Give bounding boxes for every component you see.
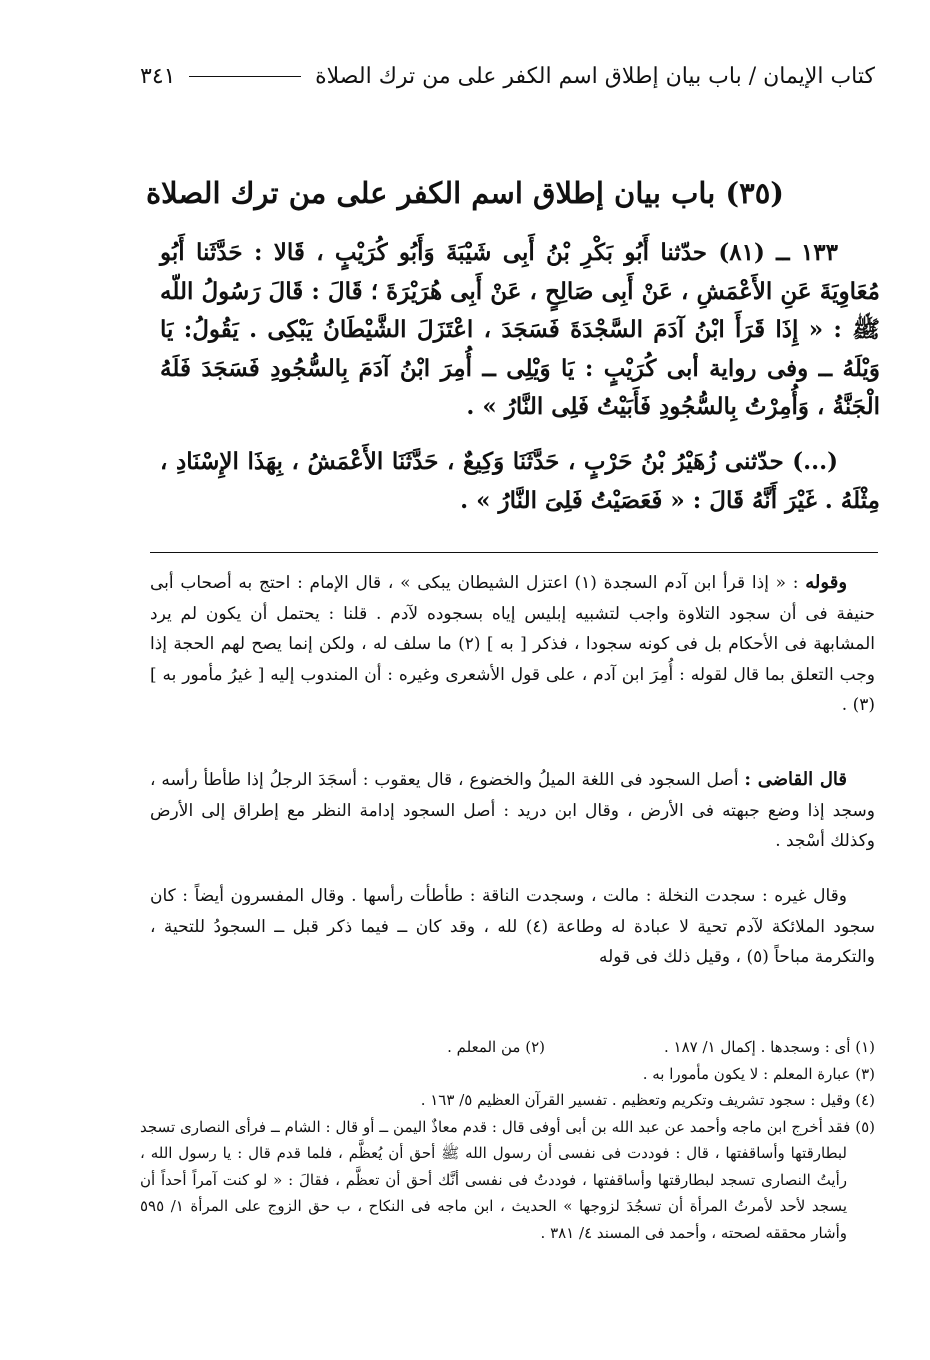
footnote-row (140, 1034, 875, 1061)
footnote: (٥) فقد أخرج ابن ماجه وأحمد عن عبد الله بن أبى أوفى قال : قدم معاذٌ اليمن ــ أو قال : الشام ــ فرأى النصارى تسجد لبطارقتها وأساقفتها ، قال : فوددت فى نفسى أن رسول الله ﷺ أحق أن يُعظَّم ، فلما قدم قال : يا رسول الله ، رأيتُ النصارى تسجد لبطارقتها وأساقفتها ، فوددتُ فى نفسى أنَّك أحق أن تعظَّم ، فقالَ : « لو كنت آمراً أحداً أن يسجد لأحد لأمرتُ المرأة أن تسجُدَ لزوجها » الحديث ، ابن ماجه فى النكاح ، ب حق الزوج على المرأة ١/ ٥٩٥ وأشار محققه لصحته ، وأحمد فى المسند ٤/ ٣٨١ . (140, 1117, 875, 1242)
commentary-lead: وقوله (805, 572, 848, 593)
running-title: كتاب الإيمان / باب بيان إطلاق اسم الكفر على من ترك الصلاة (315, 63, 875, 89)
hadith-text: ١٣٣ ــ (٨١) حدّثنا أَبُو بَكْرِ بْنُ أَبِى شَيْبَةَ وَأَبُو كُرَيْبٍ ، قَالا : حَدَّثَنا أَبُو مُعَاوِيَةَ عَنِ الأَعْمَشِ ، عَنْ أَبِى صَالِحٍ ، عَنْ أَبِى هُرَيْرَةَ ؛ قَالَ : قَالَ رَسُولُ اللّه ﷺ : « إِذَا قَرَأَ ابْنُ آدَمَ السَّجْدَةَ فَسَجَدَ ، اعْتَزَلَ الشَّيْطَانُ يَبْكِى . يَقُولُ: يَا وَيْلَهُ ــ وفى رواية أبى كُرَيْبٍ : يَا وَيْلِى ــ أُمِرَ ابْنُ آدَمَ بِالسُّجُودِ فَسَجَدَ فَلَهُ الْجَنَّةُ ، وَأُمِرْتُ بِالسُّجُودِ فَأَبَيْتُ فَلِى النَّارُ » . (160, 239, 880, 420)
footnote: (١) أى : وسجدها . إكمال ١/ ١٨٧ . (663, 1038, 875, 1056)
commentary-paragraph (150, 568, 875, 721)
chapter-title: (٣٥) باب بيان إطلاق اسم الكفر على من ترك الصلاة (145, 176, 785, 210)
commentary-text: : « إذا قرأ ابن آدم السجدة (١) اعتزل الشيطان يبكى » ، قال الإمام : احتج به أصحاب أبى حنيفة فى أن سجود التلاوة واجب لتشبيه إبليس إياه بسجوده لآدم . قلنا : يحتمل أن يكون لم يرد المشابهة فى الأحكام بل فى كونه سجودا ، فذكر [ به ] (٢) ما سلف له ، ولكن إنما يصح لهم الحجة إذا وجب التعلق بما قال لقوله : أُمِرَ ابن آدم ، على قول الأشعرى وغيره : أن المندوب إليه [ غيرُ مأمور به ] (٣) . (150, 573, 875, 715)
commentary-text: وقال غيره : سجدت النخلة : مالت ، وسجدت الناقة : طأطأت رأسها . وقال المفسرون أيضاً : كان سجود الملائكة لآدم تحية لا عبادة له وطاعة (٤) لله ، وقد كان ــ فيما ذكر قبل ــ السجودُ للتحية ، والتكرمة مباحاً (٥) ، وقيل ذلك فى قوله (150, 886, 875, 967)
hadith-chain-block (160, 443, 880, 520)
footnotes (140, 1034, 875, 1246)
footnote: (٤) وقيل : سجود تشريف وتكريم وتعظيم . تفسير القرآن العظيم ٥/ ١٦٣ . (420, 1091, 875, 1109)
hadith-text: (...) حدّثنى زُهَيْرُ بْنُ حَرْبٍ ، حَدَّثَنَا وَكِيعٌ ، حَدَّثَنَا الأَعْمَشُ ، بِهَذَا الإِسْنَادِ ، مِثْلَهُ . غَيْرَ أَنَّهُ قَالَ : « فَعَصَيْتُ فَلِىَ النَّارُ » . (160, 448, 880, 514)
header-rule (189, 76, 301, 77)
commentary-paragraph (150, 765, 875, 857)
commentary-lead: قال القاضى : (744, 769, 847, 790)
footnote: (٣) عبارة المعلم : لا يكون مأمورا به . (642, 1064, 875, 1083)
commentary-text: أصل السجود فى اللغة الميلُ والخضوع ، قال يعقوب : أسجَدَ الرجلُ إذا طأطأ رأسه ، وسجد إذا وضع جبهته فى الأرض ، وقال ابن دريد : أصل السجود إدامة النظر مع إطراق إلى الأرض وكذلك أسْجد . (150, 770, 875, 851)
hadith-block (160, 234, 880, 427)
footnote-divider (150, 552, 878, 553)
commentary-paragraph (150, 881, 875, 973)
page-number: ٣٤١ (140, 63, 176, 89)
running-header (140, 56, 875, 96)
footnote: (٢) من المعلم . (447, 1038, 545, 1056)
